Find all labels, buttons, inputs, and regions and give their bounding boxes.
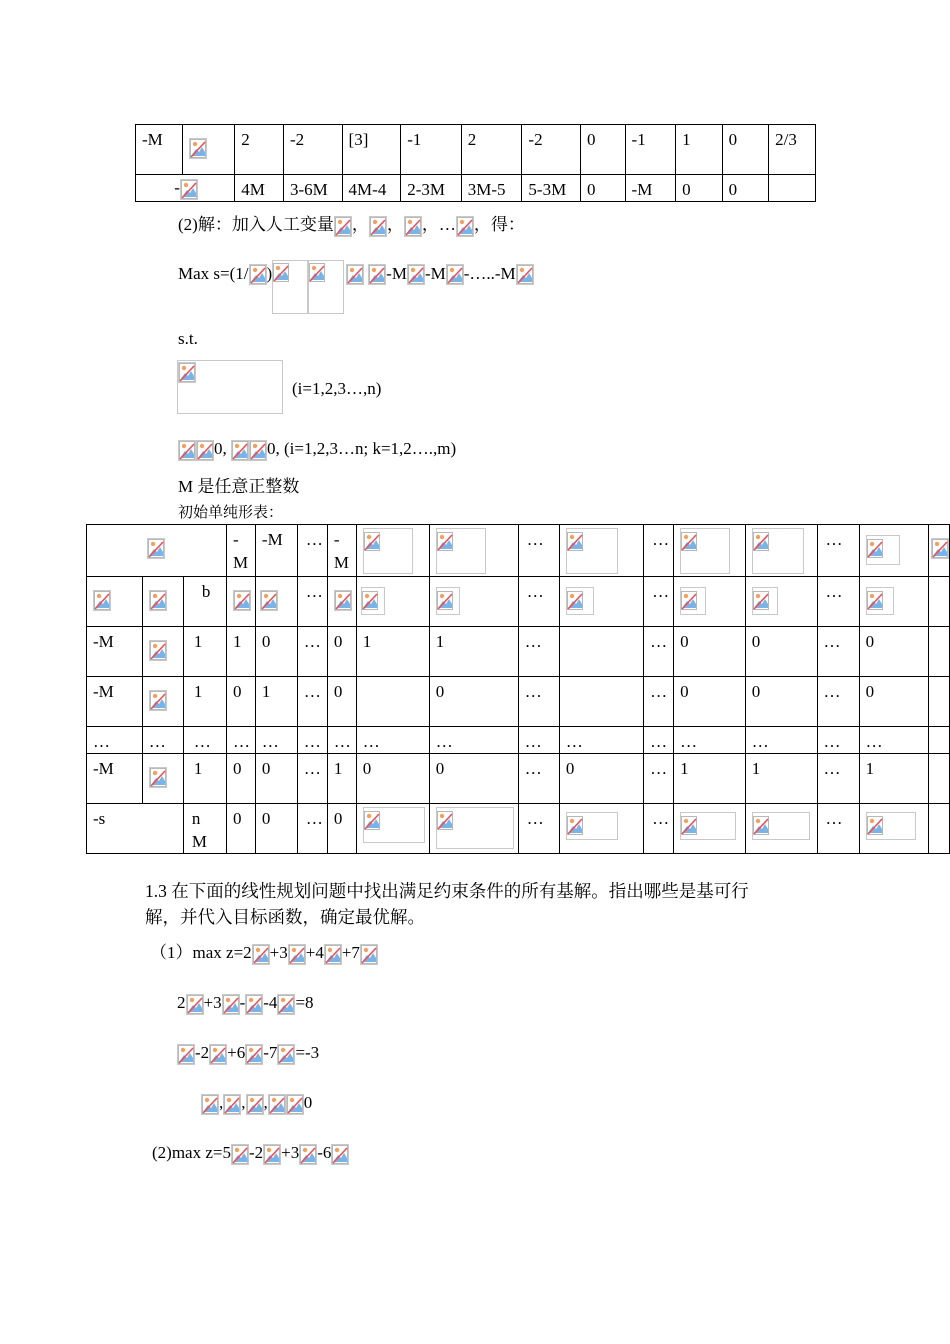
intro-line <box>178 214 525 237</box>
broken-image-icon <box>567 532 585 553</box>
cell: 0 <box>674 677 746 727</box>
broken-image-icon <box>201 1094 219 1115</box>
image-frame <box>363 807 425 843</box>
cell: -M <box>87 677 143 727</box>
cell <box>559 577 643 627</box>
broken-image-icon <box>309 263 327 284</box>
cell: … <box>817 627 859 677</box>
cell <box>559 677 643 727</box>
cell: … <box>817 727 859 754</box>
term: -2 <box>195 1043 210 1062</box>
cell: 1 <box>227 627 256 677</box>
broken-image-icon <box>246 1094 264 1115</box>
cell <box>928 677 949 727</box>
image-frame <box>436 528 486 574</box>
cell: … <box>859 727 928 754</box>
broken-image-icon <box>189 138 207 159</box>
cell: … <box>817 754 859 804</box>
broken-image-icon <box>222 994 240 1015</box>
broken-image-icon <box>245 994 263 1015</box>
constraint-range: (i=1,2,3…,n) <box>292 379 382 398</box>
cell: 4M <box>235 175 284 202</box>
nonneg-line <box>178 438 456 461</box>
cell: 3M-5 <box>461 175 522 202</box>
image-frame <box>363 528 413 574</box>
cell: … <box>745 727 817 754</box>
broken-image-icon <box>324 944 342 965</box>
cell: 0 <box>327 804 356 854</box>
cell <box>429 525 518 577</box>
cell <box>928 627 949 677</box>
cell: … <box>297 627 327 677</box>
broken-image-icon <box>177 1044 195 1065</box>
broken-image-icon <box>446 264 464 285</box>
cell: … <box>255 727 297 754</box>
term: - <box>239 993 246 1012</box>
image-frame <box>866 535 900 565</box>
tableau-top <box>135 124 816 202</box>
simplex-table <box>86 524 950 854</box>
broken-image-icon <box>196 440 214 461</box>
term: +3 <box>203 993 222 1012</box>
cell <box>429 804 518 854</box>
cell: … <box>297 677 327 727</box>
cell: 0 <box>674 627 746 677</box>
broken-image-icon <box>867 816 885 837</box>
broken-image-icon <box>753 816 771 837</box>
cell: … <box>817 677 859 727</box>
broken-image-icon <box>867 591 885 612</box>
cell <box>559 627 643 677</box>
broken-image-icon <box>233 590 251 611</box>
cell: … <box>817 577 859 627</box>
cell: 0 <box>859 677 928 727</box>
cost-cell: -M <box>327 525 356 577</box>
objective-tail: -…..-M <box>463 264 516 284</box>
cell <box>227 577 256 627</box>
paren: ) <box>266 264 273 284</box>
image-frame <box>361 587 385 615</box>
broken-image-icon <box>186 994 204 1015</box>
table-row <box>87 677 950 727</box>
broken-image-icon <box>931 538 949 559</box>
cell: … <box>644 754 674 804</box>
cell <box>327 577 356 627</box>
image-frame <box>680 812 736 840</box>
cell: 4M-4 <box>342 175 401 202</box>
cell <box>928 727 949 754</box>
section-title-line2: 解，并代入目标函数，确定最优解。 <box>145 907 425 927</box>
objective-line <box>178 262 534 314</box>
broken-image-icon <box>149 640 167 661</box>
term: -2 <box>248 1143 264 1162</box>
cell: … <box>644 677 674 727</box>
broken-image-icon <box>277 1044 295 1065</box>
cost-cell: … <box>644 525 674 577</box>
cell <box>745 804 817 854</box>
term: , <box>219 1093 224 1112</box>
cell: 0 <box>580 175 625 202</box>
st-label: s.t. <box>178 329 198 348</box>
cell <box>674 525 746 577</box>
broken-image-icon <box>437 532 455 553</box>
cell <box>745 525 817 577</box>
term: -4 <box>263 993 278 1012</box>
cell: 0 <box>255 754 297 804</box>
objective-prefix: Max s=(1/ <box>178 264 249 284</box>
broken-image-icon <box>407 264 425 285</box>
cell <box>87 577 143 627</box>
broken-image-icon <box>277 994 295 1015</box>
term: 0 <box>303 1093 313 1112</box>
broken-image-icon <box>249 440 267 461</box>
cell: 0 <box>859 627 928 677</box>
cell: … <box>356 727 429 754</box>
cell: -M <box>625 175 676 202</box>
cell: … <box>817 804 859 854</box>
cell: 2 <box>235 125 284 175</box>
cell <box>356 525 429 577</box>
broken-image-icon <box>260 590 278 611</box>
broken-image-icon <box>263 1144 281 1165</box>
cell: [3] <box>342 125 401 175</box>
cell: 1 <box>183 754 226 804</box>
cell: 2-3M <box>401 175 462 202</box>
broken-image-icon <box>567 816 585 837</box>
cell: … <box>644 577 674 627</box>
image-frame <box>752 587 778 615</box>
broken-image-icon <box>149 690 167 711</box>
cell: … <box>87 727 143 754</box>
table-row <box>87 727 950 754</box>
cell: … <box>297 727 327 754</box>
cell: 3-6M <box>283 175 342 202</box>
cell: -M <box>87 627 143 677</box>
term: , <box>241 1093 246 1112</box>
cost-cell: … <box>518 525 559 577</box>
constraint-image <box>177 360 283 414</box>
table-row <box>87 754 950 804</box>
cell: -M <box>87 754 143 804</box>
broken-image-icon <box>223 1094 241 1115</box>
broken-image-icon <box>369 216 387 237</box>
broken-image-icon <box>334 216 352 237</box>
broken-image-icon <box>93 590 111 611</box>
term: =8 <box>295 993 314 1012</box>
cell <box>356 804 429 854</box>
term: +7 <box>341 943 360 962</box>
cell: … <box>559 727 643 754</box>
cell <box>928 754 949 804</box>
cell: … <box>227 727 256 754</box>
table-row <box>87 627 950 677</box>
broken-image-icon <box>209 1044 227 1065</box>
image-frame <box>308 260 344 314</box>
cell: -1 <box>625 125 676 175</box>
cell: -M <box>136 125 183 175</box>
cell <box>356 577 429 627</box>
intro-end: ，得： <box>473 215 525 234</box>
nonneg-range: (i=1,2,3…n; k=1,2….,m) <box>284 439 457 458</box>
cell: 1 <box>183 627 226 677</box>
cell: … <box>644 627 674 677</box>
b-header: b <box>183 577 226 627</box>
cell: 0 <box>227 677 256 727</box>
cell: 1 <box>859 754 928 804</box>
image-frame <box>566 528 618 574</box>
broken-image-icon <box>149 767 167 788</box>
cell <box>559 525 643 577</box>
term: +3 <box>281 1143 300 1162</box>
cell: 0 <box>676 175 723 202</box>
term: , <box>263 1093 268 1112</box>
cell: … <box>297 577 327 627</box>
term: (2)max z=5 <box>152 1143 231 1162</box>
cell <box>745 577 817 627</box>
cell <box>136 175 235 202</box>
broken-image-icon <box>753 591 771 612</box>
cell: … <box>297 754 327 804</box>
broken-image-icon <box>273 263 291 284</box>
cell <box>182 125 235 175</box>
cell: … <box>429 727 518 754</box>
cell: n M <box>183 804 226 854</box>
cell: 1 <box>356 627 429 677</box>
broken-image-icon <box>753 532 771 553</box>
table-caption: 初始单纯形表： <box>178 505 284 521</box>
broken-image-icon <box>331 1144 349 1165</box>
sep: ， <box>421 215 439 234</box>
cell: 0 <box>255 804 297 854</box>
image-frame <box>866 587 894 615</box>
image-frame <box>566 587 594 615</box>
broken-image-icon <box>368 264 386 285</box>
broken-image-icon <box>346 264 364 285</box>
cell: 1 <box>255 677 297 727</box>
cell <box>859 804 928 854</box>
term: -7 <box>263 1043 278 1062</box>
cost-cell: … <box>297 525 327 577</box>
broken-image-icon <box>299 1144 317 1165</box>
cell <box>142 627 183 677</box>
cell: 0 <box>356 754 429 804</box>
broken-image-icon <box>360 944 378 965</box>
cell <box>142 754 183 804</box>
cell: … <box>183 727 226 754</box>
cell: 0 <box>255 627 297 677</box>
cell: 1 <box>429 627 518 677</box>
broken-image-icon <box>288 944 306 965</box>
broken-image-icon <box>364 532 382 553</box>
section-title-line1: 1.3 在下面的线性规划问题中找出满足约束条件的所有基解。指出哪些是基可行 <box>145 881 749 901</box>
p1-nonneg <box>201 1092 312 1115</box>
broken-image-icon <box>231 440 249 461</box>
minus-m: -M <box>386 264 407 284</box>
cell <box>356 677 429 727</box>
broken-image-icon <box>245 1044 263 1065</box>
p2-objective <box>152 1142 349 1165</box>
broken-image-icon <box>362 591 380 612</box>
cell <box>674 804 746 854</box>
cell: … <box>518 754 559 804</box>
cell: … <box>644 727 674 754</box>
cell-prefix: - <box>174 178 180 197</box>
term: （1）max z=2 <box>150 943 252 962</box>
cell: 0 <box>227 804 256 854</box>
broken-image-icon <box>231 1144 249 1165</box>
cell: … <box>142 727 183 754</box>
cell: 0 <box>722 175 769 202</box>
p1-constraint2 <box>177 1042 319 1065</box>
term: +4 <box>305 943 324 962</box>
broken-image-icon <box>567 591 585 612</box>
image-frame <box>566 812 618 840</box>
cell: … <box>674 727 746 754</box>
cell <box>769 175 816 202</box>
cell: 0 <box>745 627 817 677</box>
cell <box>928 525 949 577</box>
broken-image-icon <box>178 362 196 383</box>
p1-objective <box>150 942 378 965</box>
cell: … <box>518 727 559 754</box>
image-frame <box>752 812 810 840</box>
simplex-body <box>87 627 950 804</box>
cell: 0 <box>559 754 643 804</box>
sep: ， <box>386 215 404 234</box>
broken-image-icon <box>404 216 422 237</box>
cell: … <box>327 727 356 754</box>
dots: … <box>438 215 456 234</box>
broken-image-icon <box>149 590 167 611</box>
cell: 5-3M <box>522 175 581 202</box>
term: +3 <box>269 943 288 962</box>
cell: 0 <box>722 125 769 175</box>
cell: 0 <box>227 754 256 804</box>
m-note: M 是任意正整数 <box>178 477 300 496</box>
cell <box>142 677 183 727</box>
broken-image-icon <box>364 811 382 832</box>
term: =-3 <box>295 1043 320 1062</box>
cell: -2 <box>283 125 342 175</box>
minus-m: -M <box>424 264 446 284</box>
image-frame <box>680 528 730 574</box>
cell: 0 <box>327 627 356 677</box>
cell: 0 <box>429 677 518 727</box>
cell <box>429 577 518 627</box>
broken-image-icon <box>249 264 267 285</box>
image-frame <box>680 587 706 615</box>
cell <box>674 577 746 627</box>
broken-image-icon <box>437 811 455 832</box>
image-frame <box>272 260 308 314</box>
cell <box>859 525 928 577</box>
cell: … <box>518 627 559 677</box>
cell <box>142 577 183 627</box>
image-frame <box>866 812 916 840</box>
cell: -s <box>87 804 184 854</box>
image-frame <box>436 587 460 615</box>
broken-image-icon <box>437 591 455 612</box>
cost-cell: … <box>817 525 859 577</box>
term: -6 <box>317 1143 332 1162</box>
cell: 1 <box>674 754 746 804</box>
broken-image-icon <box>681 532 699 553</box>
cell: 0 <box>429 754 518 804</box>
cell: … <box>644 804 674 854</box>
cell <box>928 577 949 627</box>
cell <box>928 804 949 854</box>
intro-text: (2)解：加入人工变量 <box>178 215 334 234</box>
broken-image-icon <box>516 264 534 285</box>
broken-image-icon <box>180 179 198 200</box>
cell: … <box>297 804 327 854</box>
broken-image-icon <box>456 216 474 237</box>
cell: 1 <box>745 754 817 804</box>
broken-image-icon <box>252 944 270 965</box>
term: +6 <box>227 1043 246 1062</box>
broken-image-icon <box>268 1094 286 1115</box>
cell <box>255 577 297 627</box>
broken-image-icon <box>334 590 352 611</box>
cost-cell: -M <box>255 525 297 577</box>
cell <box>559 804 643 854</box>
cell: … <box>518 577 559 627</box>
cell: 0 <box>327 677 356 727</box>
cell: 1 <box>327 754 356 804</box>
cell <box>859 577 928 627</box>
cell: 1 <box>183 677 226 727</box>
cost-cell: -M <box>227 525 256 577</box>
cell: 2/3 <box>769 125 816 175</box>
broken-image-icon <box>147 538 165 559</box>
broken-image-icon <box>867 539 885 560</box>
zero: 0, <box>214 439 227 458</box>
p1-constraint1 <box>177 992 314 1015</box>
broken-image-icon <box>178 440 196 461</box>
cell: … <box>518 677 559 727</box>
image-frame <box>436 807 514 849</box>
cell: 2 <box>461 125 522 175</box>
cell: 0 <box>745 677 817 727</box>
image-frame <box>752 528 804 574</box>
cell: -1 <box>401 125 462 175</box>
zero: 0, <box>267 439 280 458</box>
term: 2 <box>177 993 186 1012</box>
cell: … <box>518 804 559 854</box>
broken-image-icon <box>286 1094 304 1115</box>
cell: -2 <box>522 125 581 175</box>
cell <box>87 525 227 577</box>
broken-image-icon <box>681 591 699 612</box>
cell: 0 <box>580 125 625 175</box>
cell: 1 <box>676 125 723 175</box>
sep: ， <box>351 215 369 234</box>
broken-image-icon <box>681 816 699 837</box>
